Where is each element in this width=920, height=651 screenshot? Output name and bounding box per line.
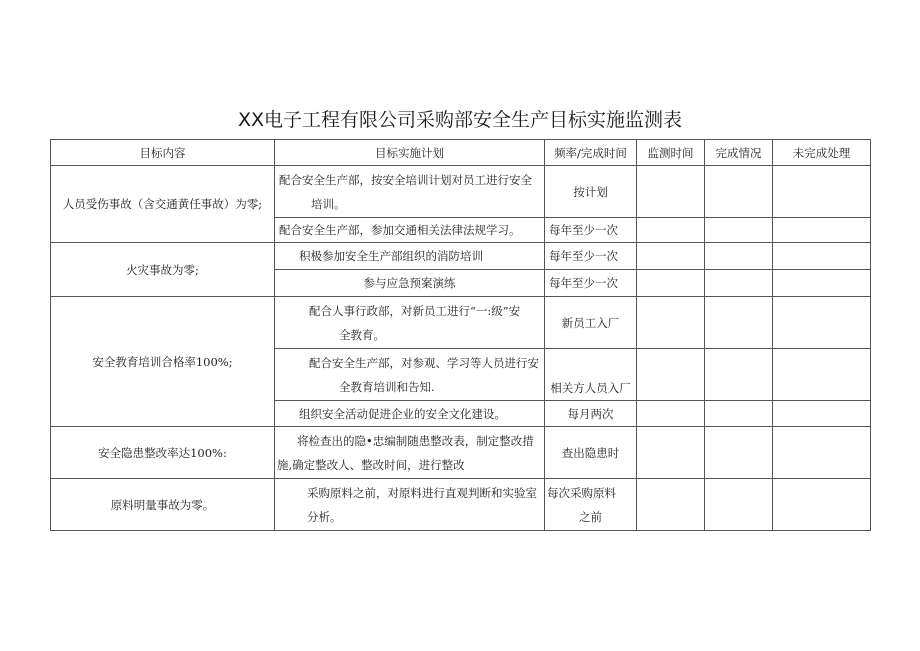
monitor-cell <box>637 297 705 349</box>
handling-cell <box>773 427 871 479</box>
plan-cell: 配合安全生产部，参加交通相关法律法规学习。 <box>275 218 545 243</box>
header-monitor-time: 监测时间 <box>637 140 705 166</box>
goal-cell: 安全隐患整改率达100%: <box>51 427 275 479</box>
frequency-cell: 按计划 <box>545 166 637 218</box>
goal-cell: 原料明量事故为零。 <box>51 479 275 531</box>
plan-cell: 组织安全活动促进企业的安全文化建设。 <box>275 401 545 427</box>
monitor-cell <box>637 479 705 531</box>
monitoring-table <box>50 139 871 531</box>
monitor-cell <box>637 401 705 427</box>
frequency-cell: 新员工入厂 <box>545 297 637 349</box>
monitor-cell <box>637 349 705 401</box>
plan-text: 全教育培训和告知. <box>339 379 435 394</box>
plan-text: 采购原料之前，对原料进行直观判断和实验室 <box>307 485 537 500</box>
monitor-cell <box>637 218 705 243</box>
plan-cell: 积极参加安全生产部组织的消防培训 <box>275 243 545 270</box>
handling-cell <box>773 243 871 270</box>
goal-cell: 火灾事故为零; <box>51 243 275 297</box>
header-goal: 目标内容 <box>51 140 275 166</box>
header-status: 完成情况 <box>705 140 773 166</box>
plan-text: 全教育。 <box>339 327 385 342</box>
handling-cell <box>773 479 871 531</box>
handling-cell <box>773 218 871 243</box>
plan-cell <box>275 166 545 218</box>
handling-cell <box>773 270 871 297</box>
table-row <box>51 243 871 270</box>
frequency-text: 每次采购原料 <box>547 485 616 500</box>
header-plan: 目标实施计划 <box>275 140 545 166</box>
goal-cell: 安全教育培训合格率100%; <box>51 297 275 427</box>
frequency-cell: 相关方人员入厂 <box>545 349 637 401</box>
table-row <box>51 427 871 479</box>
plan-cell <box>275 297 545 349</box>
frequency-cell <box>545 479 637 531</box>
plan-text: 将检查出的隐•忠编制随患整改表，制定整改措 <box>297 433 534 448</box>
handling-cell <box>773 297 871 349</box>
plan-text: 配合安全生产部，按安全培训计划对员工进行安全 <box>279 172 532 187</box>
plan-cell <box>275 427 545 479</box>
plan-text: 分析。 <box>307 509 342 524</box>
plan-text: 配合安全生产部，对参观、学习等人员进行安 <box>309 355 539 370</box>
frequency-text: 之前 <box>579 509 602 524</box>
frequency-cell: 查出隐患时 <box>545 427 637 479</box>
status-cell <box>705 349 773 401</box>
page-title: XX电子工程有限公司采购部安全生产目标实施监测表 <box>237 109 683 131</box>
table-row <box>51 297 871 349</box>
frequency-cell: 每月两次 <box>545 401 637 427</box>
status-cell <box>705 270 773 297</box>
status-cell <box>705 297 773 349</box>
status-cell <box>705 401 773 427</box>
monitor-cell <box>637 427 705 479</box>
status-cell <box>705 479 773 531</box>
plan-text: 培训。 <box>311 196 346 211</box>
frequency-cell: 每年至少一次 <box>545 243 637 270</box>
goal-cell: 人员受伤事故（含交通黄任事故）为零; <box>51 166 275 243</box>
status-cell <box>705 218 773 243</box>
frequency-cell: 每年至少一次 <box>545 270 637 297</box>
monitor-cell <box>637 270 705 297</box>
status-cell <box>705 243 773 270</box>
header-frequency: 频率/完成时间 <box>545 140 637 166</box>
monitor-cell <box>637 166 705 218</box>
table-row <box>51 166 871 218</box>
plan-cell: 参与应急预案演练 <box>275 270 545 297</box>
status-cell <box>705 166 773 218</box>
status-cell <box>705 427 773 479</box>
handling-cell <box>773 349 871 401</box>
plan-cell <box>275 479 545 531</box>
table-row <box>51 479 871 531</box>
plan-text: 配合人事行政部，对新员工进行“一:级”安 <box>309 303 521 318</box>
header-handling: 未完成处理 <box>773 140 871 166</box>
table-header-row <box>51 140 871 166</box>
frequency-cell: 每年至少一次 <box>545 218 637 243</box>
handling-cell <box>773 401 871 427</box>
plan-cell <box>275 349 545 401</box>
plan-text: 施,确定整改人、整改时间，进行整改 <box>277 457 465 472</box>
handling-cell <box>773 166 871 218</box>
monitor-cell <box>637 243 705 270</box>
